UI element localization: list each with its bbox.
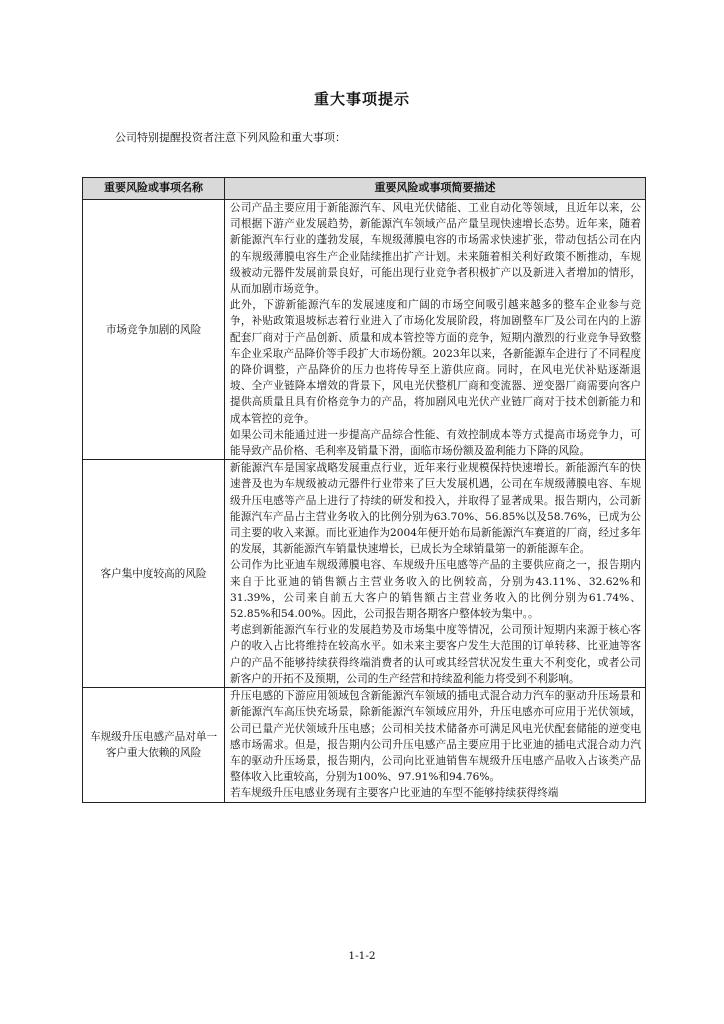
risk-name: 客户集中度较高的风险: [83, 460, 225, 688]
description-paragraph: 考虑到新能源汽车行业的发展趋势及市场集中度等情况，公司预计短期内来源于核心客户的收入占比将维持在较高水平。如未来主要客户发生大范围的订单转移、比亚迪等客户的产品不能够持续获得终端消费者的认可或其经营状况发生重大不利变化，或者公司新客户的开拓不及预期，公司的生产经营和持续盈利能力将受到不利影响。: [230, 624, 641, 685]
table-row: [83, 688, 646, 802]
description-paragraph: 如果公司未能通过进一步提高产品综合性能、有效控制成本等方式提高市场竞争力，可能导致产品价格、毛利率及销量下滑，面临市场份额及盈利能力下降的风险。: [230, 428, 641, 458]
intro-text: 公司特别提醒投资者注意下列风险和重大事项：: [115, 131, 346, 144]
risk-description: [225, 200, 646, 460]
table-header-row: [83, 178, 646, 200]
description-paragraph: 新能源汽车是国家战略发展重点行业，近年来行业规模保持快速增长。新能源汽车的快速普及也为车规级被动元器件行业带来了巨大发展机遇，公司在车规级薄膜电容、车规级升压电感等产品上进行了持续的研发和投入，并取得了显著成果。报告期内，公司新能源汽车产品占主营业务收入的比例分别为63.70%、56.85%以及58.76%，已成为公司主要的收入来源。而比亚迪作为2004年便开始布局新能源汽车赛道的厂商，经过多年的发展，其新能源汽车销量快速增长，已成长为全球销量第一的新能源车企。: [230, 462, 641, 556]
description-paragraph: 公司作为比亚迪车规级薄膜电容、车规级升压电感等产品的主要供应商之一，报告期内来自于比亚迪的销售额占主营业务收入的比例较高，分别为43.11%、32.62%和31.39%，公司来自前五大客户的销售额占主营业务收入的比例分别为61.74%、52.85%和54.00%。因此，公司报告期各期客户整体较为集中。。: [230, 559, 641, 621]
page-title: 重大事项提示: [313, 90, 410, 108]
risk-name: 车规级升压电感产品对单一客户重大依赖的风险: [83, 688, 225, 802]
description-paragraph: 此外，下游新能源汽车的发展速度和广阔的市场空间吸引越来越多的整车企业参与竞争，补贴政策退坡标志着行业进入了市场化发展阶段，将加剧整车厂及公司在内的上游配套厂商对于产品创新、质量和成本管控等方面的竞争，短期内激烈的行业竞争导致整车企业采取产品降价等手段扩大市场份额。2023年以来，各新能源车企进行了不同程度的降价调整，产品降价的压力也将传导至上游供应商。同时，在风电光伏补贴逐渐退坡、全产业链降本增效的背景下，风电光伏整机厂商和变流器、逆变器厂商需要向客户提供高质量且具有价格竞争力的产品，将加剧风电光伏产业链厂商对于技术创新能力和成本管控的竞争。: [230, 299, 641, 425]
header-risk-description: 重要风险或事项简要描述: [225, 178, 646, 200]
risk-table: [82, 177, 646, 803]
description-paragraph: 若车规级升压电感业务现有主要客户比亚迪的车型不能够持续获得终端: [230, 787, 559, 800]
description-paragraph: 公司产品主要应用于新能源汽车、风电光伏储能、工业自动化等领域，且近年以来，公司根据下游产业发展趋势，新能源汽车领域产品产量呈现快速增长态势。近年来，随着新能源汽车行业的蓬勃发展，车规级薄膜电容的市场需求快速扩张，带动包括公司在内的车规级薄膜电容生产企业陆续推出扩产计划。未来随着相关利好政策不断推动，车规级被动元器件发展前景良好，可能出现行业竞争者积极扩产以及新进入者增加的情形，从而加剧市场竞争。: [230, 202, 641, 296]
risk-description: [225, 688, 646, 802]
risk-name: 市场竞争加剧的风险: [83, 200, 225, 460]
header-risk-name: 重要风险或事项名称: [83, 178, 225, 200]
table-row: [83, 200, 646, 460]
description-paragraph: 升压电感的下游应用领域包含新能源汽车领域的插电式混合动力汽车的驱动升压场景和新能源汽车高压快充场景，除新能源汽车领域应用外，升压电感亦可应用于光伏领域，公司已量产光伏领域升压电感；公司相关技术储备亦可满足风电光伏配套储能的逆变电感市场需求。但是，报告期内公司升压电感产品主要应用于比亚迪的插电式混合动力汽车的驱动升压场景，报告期内，公司向比亚迪销售车规级升压电感产品收入占该类产品整体收入比重较高，分别为100%、97.91%和94.76%。: [230, 690, 641, 784]
table-row: [83, 460, 646, 688]
page-number: 1-1-2: [348, 950, 376, 962]
risk-description: [225, 460, 646, 688]
